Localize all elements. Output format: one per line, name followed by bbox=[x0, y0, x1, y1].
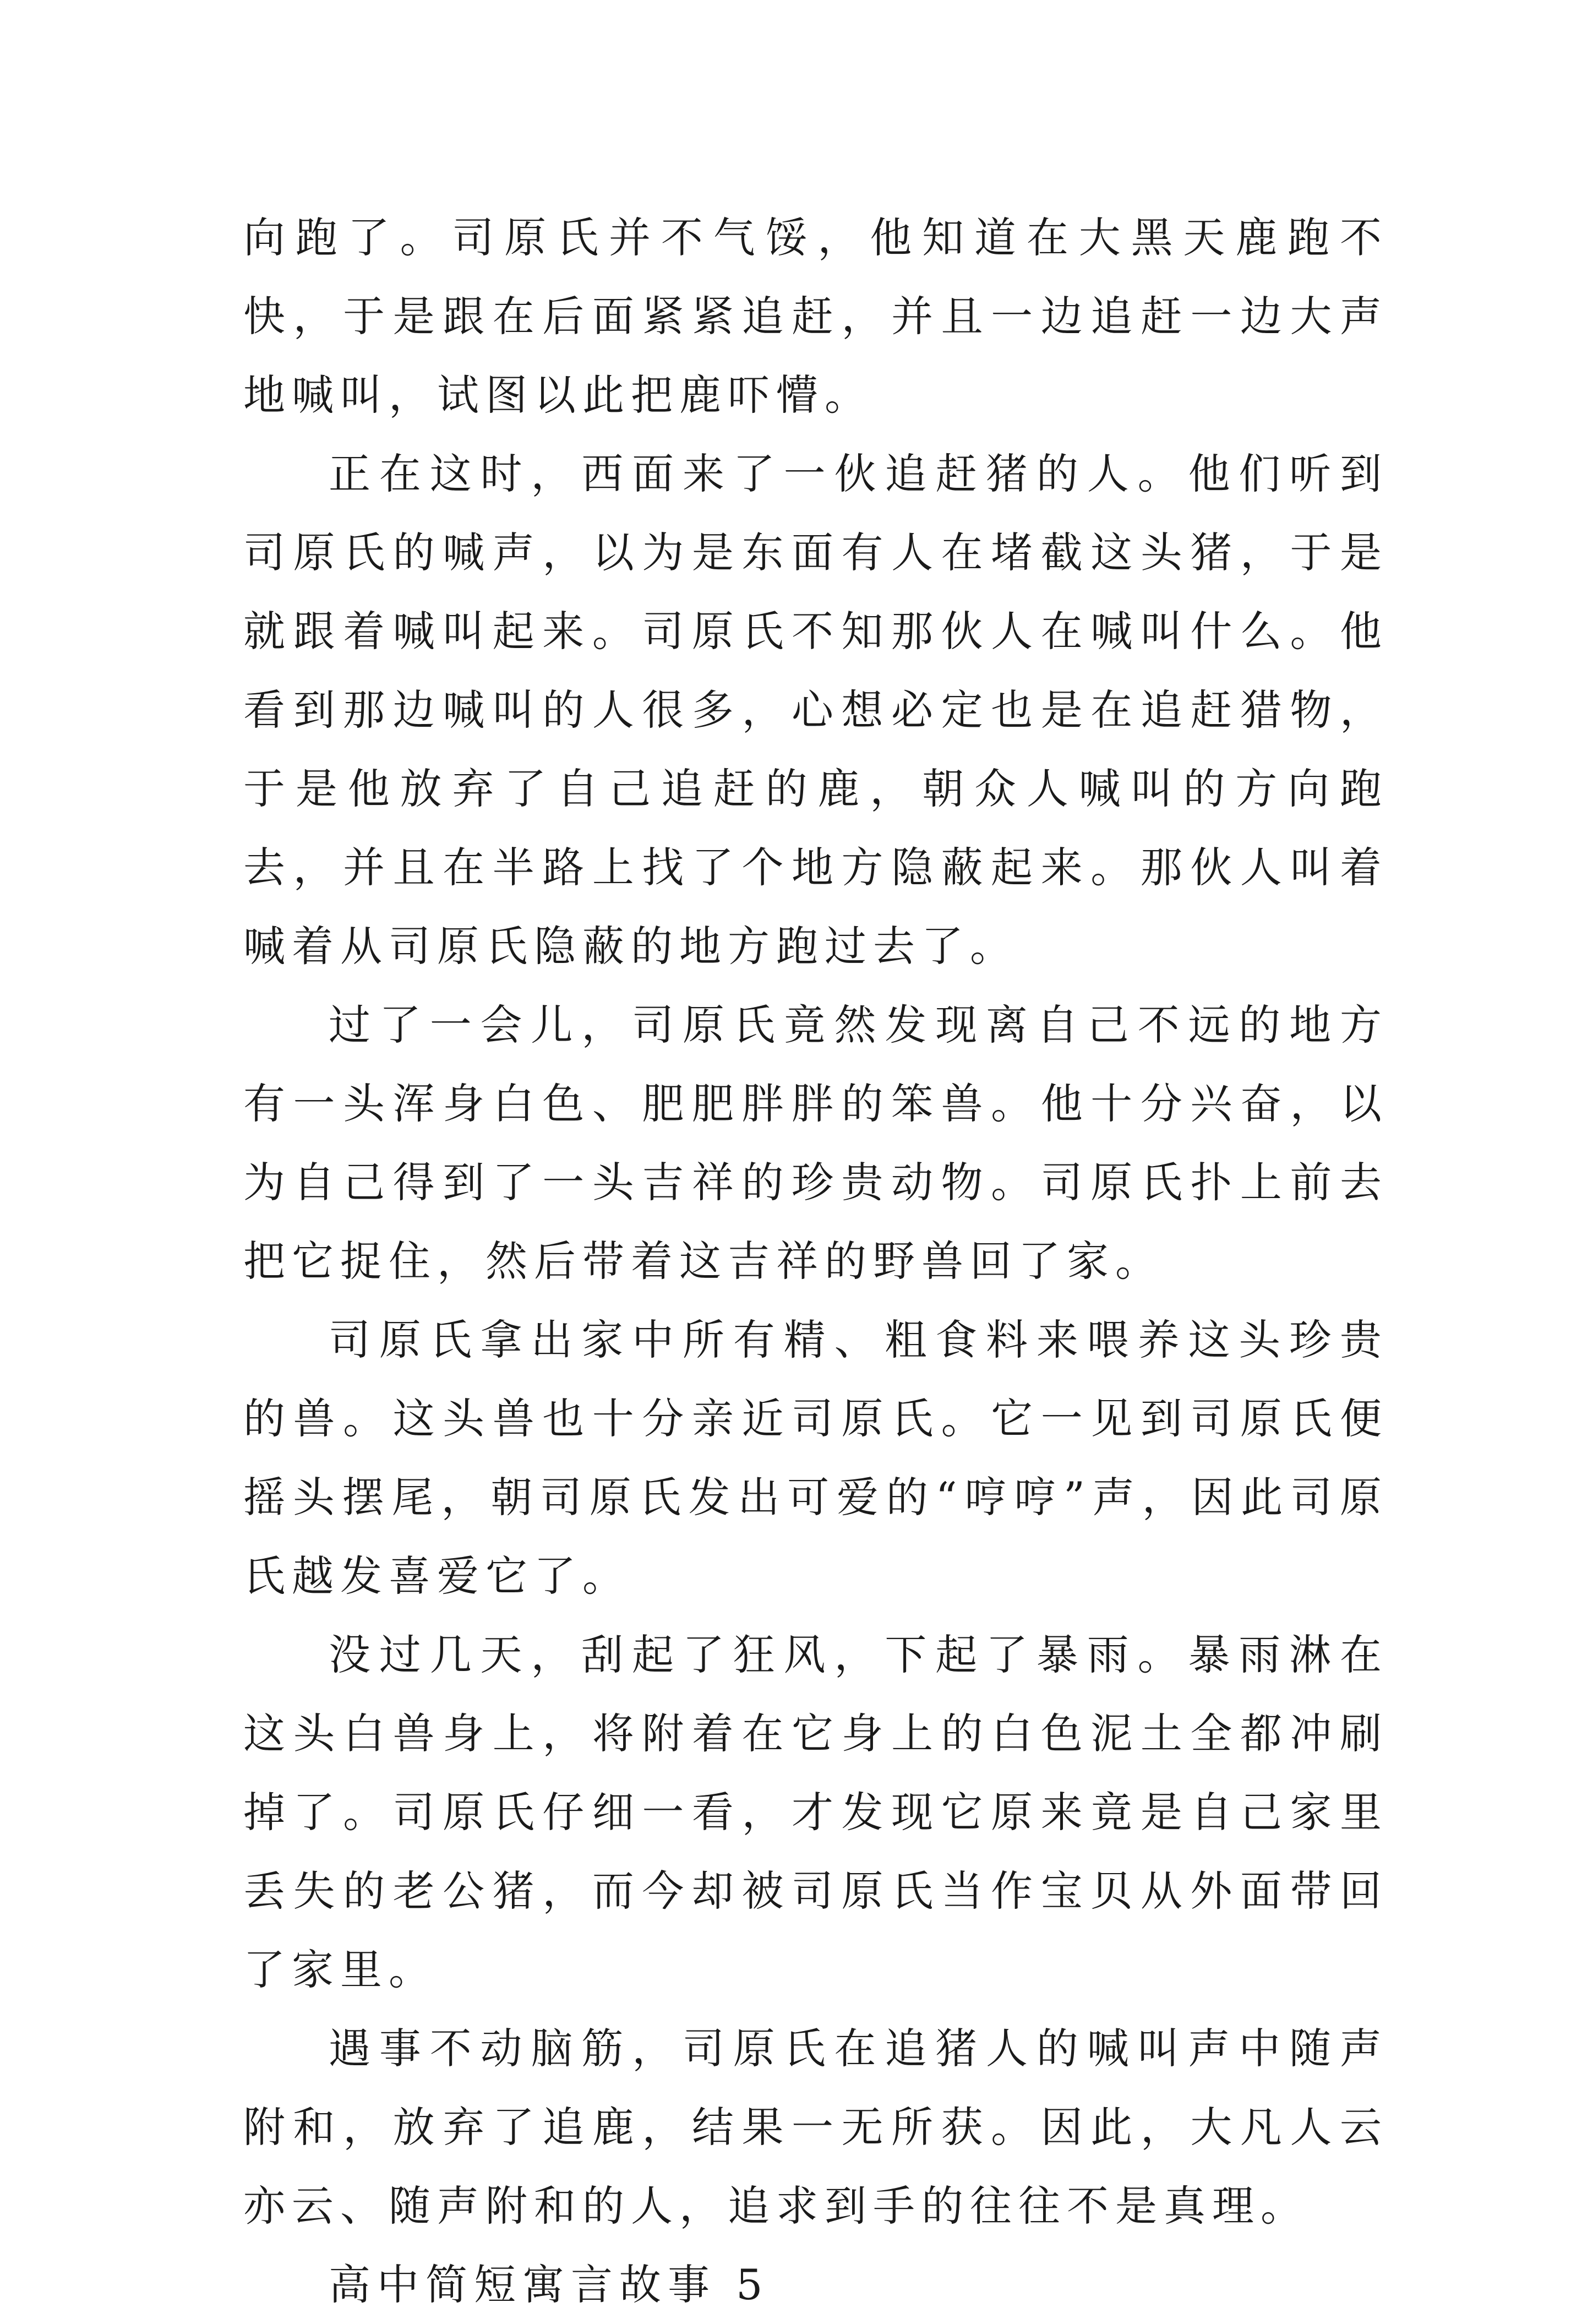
paragraph-1: 向跑了。司原氏并不气馁，他知道在大黑天鹿跑不快，于是跟在后面紧紧追赶，并且一边追赶一边大声地喊叫，试图以此把鹿吓懵。 bbox=[243, 213, 1388, 420]
paragraph-4: 司原氏拿出家中所有精、粗食料来喂养这头珍贵的兽。这头兽也十分亲近司原氏。它一见到司原氏便摇头摆尾，朝司原氏发出可爱的“哼哼”声，因此司原氏越发喜爱它了。 bbox=[243, 1315, 1388, 1601]
paragraph-5: 没过几天，刮起了狂风，下起了暴雨。暴雨淋在这头白兽身上，将附着在它身上的白色泥土全都冲刷掉了。司原氏仔细一看，才发现它原来竟是自己家里丢失的老公猪，而今却被司原氏当作宝贝从外面带回了家里。 bbox=[243, 1630, 1388, 1994]
paragraph-2: 正在这时，西面来了一伙追赶猪的人。他们听到司原氏的喊声，以为是东面有人在堵截这头猪，于是就跟着喊叫起来。司原氏不知那伙人在喊叫什么。他看到那边喊叫的人很多，心想必定也是在追赶猎物，于是他放弃了自己追赶的鹿，朝众人喊叫的方向跑去，并且在半路上找了个地方隐蔽起来。那伙人叫着喊着从司原氏隐蔽的地方跑过去了。 bbox=[243, 449, 1388, 971]
document-body bbox=[243, 198, 1388, 2324]
paragraph-6: 遇事不动脑筋，司原氏在追猪人的喊叫声中随声附和，放弃了追鹿，结果一无所获。因此，大凡人云亦云、随声附和的人，追求到手的往往不是真理。 bbox=[243, 2024, 1388, 2230]
paragraph-3: 过了一会儿，司原氏竟然发现离自己不远的地方有一头浑身白色、肥肥胖胖的笨兽。他十分兴奋，以为自己得到了一头吉祥的珍贵动物。司原氏扑上前去把它捉住，然后带着这吉祥的野兽回了家。 bbox=[243, 1000, 1388, 1286]
section-heading: 高中简短寓言故事 5 bbox=[329, 2260, 770, 2309]
